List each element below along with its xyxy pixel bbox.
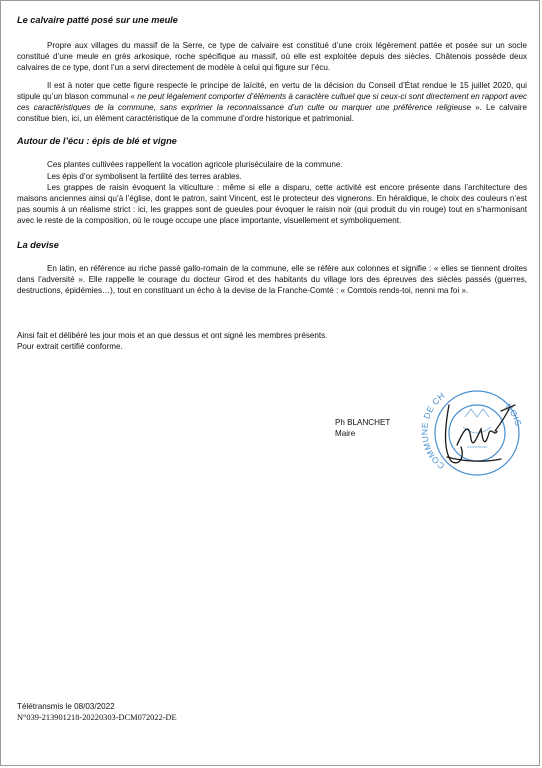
signatory-name: Ph BLANCHET bbox=[335, 418, 391, 427]
paragraph-grappes: Les grappes de raisin évoquent la viticulture : même si elle a disparu, cette activité est encore présente dans l’architecture des maisons anciennes ainsi qu’à l’église, dont le patron, saint Vincent, est le protecteur des vignerons. En héraldique, le choix des couleurs n’est pas soumis à un réalisme strict : ici, les grappes sont de gueules pour évoquer le raisin noir (qui produit du vin rouge) tout en s’harmonisant avec le reste de la composition, où le rouge occupe une place importante, visuellement et symboliquement. bbox=[17, 182, 527, 226]
laicite-quote: ne peut légalement comporter d’éléments à caractère cultuel que si ceux-ci sont directement en rapport avec ces caractéristiques de la commune, sans exprimer la reconnaissance d’un culte ou marquer une préférence religieuse bbox=[17, 91, 527, 113]
paragraph-calvaire-description: Propre aux villages du massif de la Serre, ce type de calvaire est constitué d’une croix légèrement pattée et posée sur un socle constitué d’une meule en grès arkosique, roche spécifique au massif, où elle est exploitée depuis des siècles. Châtenois possède deux calvaires de ce type, dont l’un a servi directement de modèle à celui qui figure sur l’écu. bbox=[17, 41, 527, 73]
transmission-footer bbox=[17, 701, 177, 723]
laicite-text-end: ». Le calvaire constitue bien, ici, un élément caractéristique de la commune d’ordre historique et patrimonial. bbox=[17, 103, 527, 124]
stamp-text-side: NOIS bbox=[503, 401, 524, 428]
signatory-role: Maire bbox=[335, 429, 356, 439]
paragraph-epis: Les épis d’or symbolisent la fertilité des terres arables. bbox=[47, 171, 242, 181]
section-heading-devise: La devise bbox=[17, 239, 59, 250]
laicite-text-start: Il est à noter que cette figure respecte le principe de laïcité, en vertu de la décision du Conseil d’État rendue le 15 juillet 2020, qui stipule qu’un blason communal « bbox=[17, 80, 527, 101]
closing-block bbox=[17, 330, 527, 352]
stamp-text-top: COMMUNE DE CH bbox=[419, 390, 447, 472]
section-heading-ecu: Autour de l’écu : épis de blé et vigne bbox=[17, 136, 177, 147]
transmission-date: Télétransmis le 08/03/2022 bbox=[17, 702, 115, 711]
paragraph-laicite bbox=[17, 80, 527, 125]
document-body bbox=[17, 14, 527, 353]
section-heading-calvaire: Le calvaire patté posé sur une meule bbox=[17, 15, 178, 25]
mayor-stamp-seal bbox=[405, 387, 529, 477]
closing-line-certification: Pour extrait certifié conforme. bbox=[17, 342, 123, 352]
closing-line-deliberation: Ainsi fait et délibéré les jour mois et an que dessus et ont signé les membres présents. bbox=[17, 331, 328, 341]
paragraph-devise: En latin, en référence au riche passé gallo-romain de la commune, elle se réfère aux colonnes et signifie : « elles se tiennent droites dans l’adversité ». Elle rappelle le courage du docteur Girod et des habitants du village lors des épreuves des siècles passés (guerres, destructions, épidémies…), tout en constituant un écho à la devise de la Franche-Comté : « Comtois rends-toi, nenni ma foi ». bbox=[17, 263, 527, 296]
paragraph-plantes: Ces plantes cultivées rappellent la vocation agricole pluriséculaire de la commune. bbox=[47, 160, 343, 170]
signatory-block bbox=[335, 417, 390, 439]
transmission-reference: N°039-213901218-20220303-DCM072022-DE bbox=[17, 713, 177, 722]
